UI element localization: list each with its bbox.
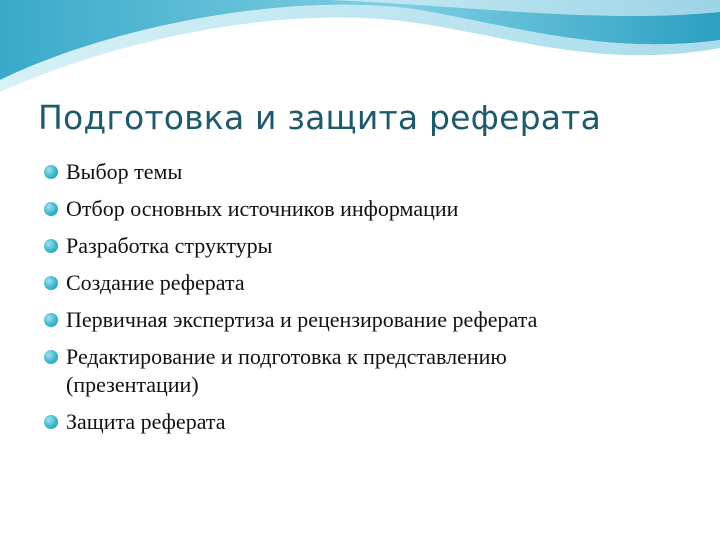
- bullet-list: [42, 158, 702, 445]
- bullet-text: Разработка структуры: [66, 233, 273, 258]
- list-item: [42, 269, 702, 297]
- circle-bullet-icon: [44, 313, 58, 327]
- circle-bullet-icon: [44, 415, 58, 429]
- slide-title: Подготовка и защита реферата: [38, 98, 602, 137]
- bullet-text: Защита реферата: [66, 409, 226, 434]
- circle-bullet-icon: [44, 276, 58, 290]
- bullet-text: Создание реферата: [66, 270, 245, 295]
- circle-bullet-icon: [44, 165, 58, 179]
- list-item: [42, 232, 702, 260]
- bullet-text: Отбор основных источников информации: [66, 196, 459, 221]
- bullet-text: Выбор темы: [66, 159, 183, 184]
- bullet-text: Первичная экспертиза и рецензирование реферата: [66, 307, 538, 332]
- circle-bullet-icon: [44, 239, 58, 253]
- list-item: [42, 408, 702, 436]
- list-item: [42, 158, 702, 186]
- bullet-text-continuation: (презентации): [66, 372, 199, 397]
- bullet-text: Редактирование и подготовка к представлению: [66, 344, 507, 369]
- list-item: [42, 306, 702, 334]
- circle-bullet-icon: [44, 202, 58, 216]
- circle-bullet-icon: [44, 350, 58, 364]
- list-item: [42, 195, 702, 223]
- list-item: [42, 343, 702, 399]
